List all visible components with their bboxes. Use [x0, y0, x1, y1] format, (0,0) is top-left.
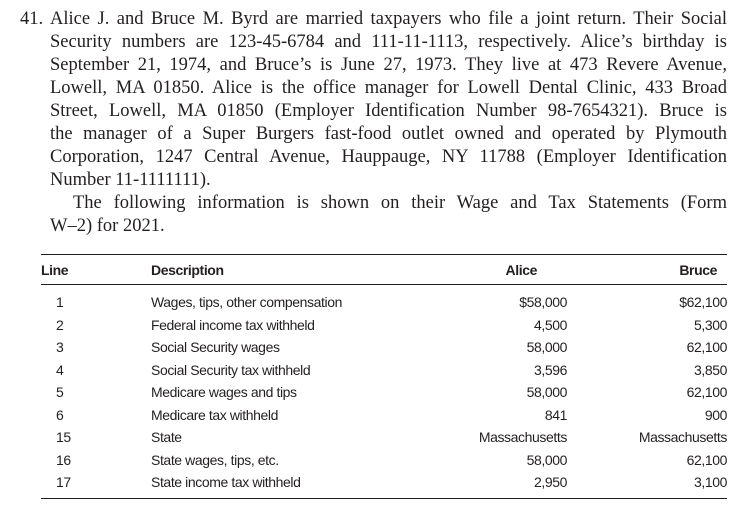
cell-alice: 3,596 [533, 361, 567, 378]
table-row [41, 336, 727, 359]
table-row [41, 381, 727, 404]
table-row [41, 404, 727, 427]
cell-description: State wages, tips, etc. [151, 451, 279, 468]
cell-bruce: 62,100 [686, 339, 727, 356]
problem-text [20, 8, 727, 238]
cell-line: 6 [56, 406, 64, 423]
problem-line: Corporation, 1247 Central Avenue, Hauppauge, NY 11788 (Employer Identification [50, 147, 727, 167]
problem-line: 41. Alice J. and Bruce M. Byrd are married taxpayers who file a joint return. Their Social [20, 9, 727, 29]
cell-description: Wages, tips, other compensation [151, 294, 342, 311]
cell-line: 1 [56, 294, 64, 311]
cell-description: Medicare wages and tips [151, 384, 297, 401]
table-row [41, 471, 727, 498]
cell-alice: 4,500 [533, 316, 567, 333]
cell-line: 4 [56, 361, 64, 378]
table-row [41, 285, 727, 314]
table-header-row [41, 255, 727, 285]
cell-bruce: 900 [704, 406, 727, 423]
cell-description: Social Security wages [151, 339, 280, 356]
problem-line: the manager of a Super Burgers fast-food outlet owned and operated by Plymouth [50, 124, 727, 144]
cell-alice: $58,000 [519, 294, 567, 311]
cell-alice: Massachusetts [478, 429, 567, 446]
table-row [41, 314, 727, 337]
cell-bruce: 3,850 [693, 361, 727, 378]
cell-line: 2 [56, 316, 64, 333]
problem-line: Number 11-1111111). [50, 170, 211, 190]
problem-line: Security numbers are 123-45-6784 and 111-11-1113, respectively. Alice’s birthday is [50, 32, 727, 52]
header-description: Description [151, 261, 224, 278]
cell-description: Federal income tax withheld [151, 316, 315, 333]
cell-alice: 2,950 [533, 474, 567, 491]
problem-line: September 21, 1974, and Bruce’s is June 27, 1973. They live at 473 Revere Avenue, [50, 55, 727, 75]
cell-description: Medicare tax withheld [151, 406, 278, 423]
cell-description: State [151, 429, 182, 446]
table-row [41, 426, 727, 449]
cell-line: 16 [56, 451, 71, 468]
cell-line: 5 [56, 384, 64, 401]
cell-bruce: 5,300 [693, 316, 727, 333]
cell-bruce: 62,100 [686, 451, 727, 468]
table-row [41, 359, 727, 382]
cell-bruce: Massachusetts [638, 429, 727, 446]
cell-bruce: $62,100 [679, 294, 727, 311]
cell-description: State income tax withheld [151, 474, 301, 491]
problem-line: W–2) for 2021. [50, 216, 165, 236]
cell-alice: 841 [544, 406, 567, 423]
cell-alice: 58,000 [526, 451, 567, 468]
cell-description: Social Security tax withheld [151, 361, 311, 378]
cell-alice: 58,000 [526, 384, 567, 401]
problem-line: The following information is shown on their Wage and Tax Statements (Form [73, 193, 727, 213]
w2-table [41, 254, 727, 499]
cell-line: 17 [56, 474, 71, 491]
cell-line: 15 [56, 429, 71, 446]
header-alice: Alice [505, 261, 537, 278]
header-bruce: Bruce [679, 261, 717, 278]
cell-bruce: 3,100 [693, 474, 727, 491]
problem-number: 41. [20, 9, 44, 29]
cell-line: 3 [56, 339, 64, 356]
header-line: Line [41, 261, 69, 278]
cell-bruce: 62,100 [686, 384, 727, 401]
table-row [41, 449, 727, 472]
problem-line: Street, Lowell, MA 01850 (Employer Identification Number 98-7654321). Bruce is [50, 101, 727, 121]
problem-line: Lowell, MA 01850. Alice is the office manager for Lowell Dental Clinic, 433 Broad [50, 78, 727, 98]
cell-alice: 58,000 [526, 339, 567, 356]
